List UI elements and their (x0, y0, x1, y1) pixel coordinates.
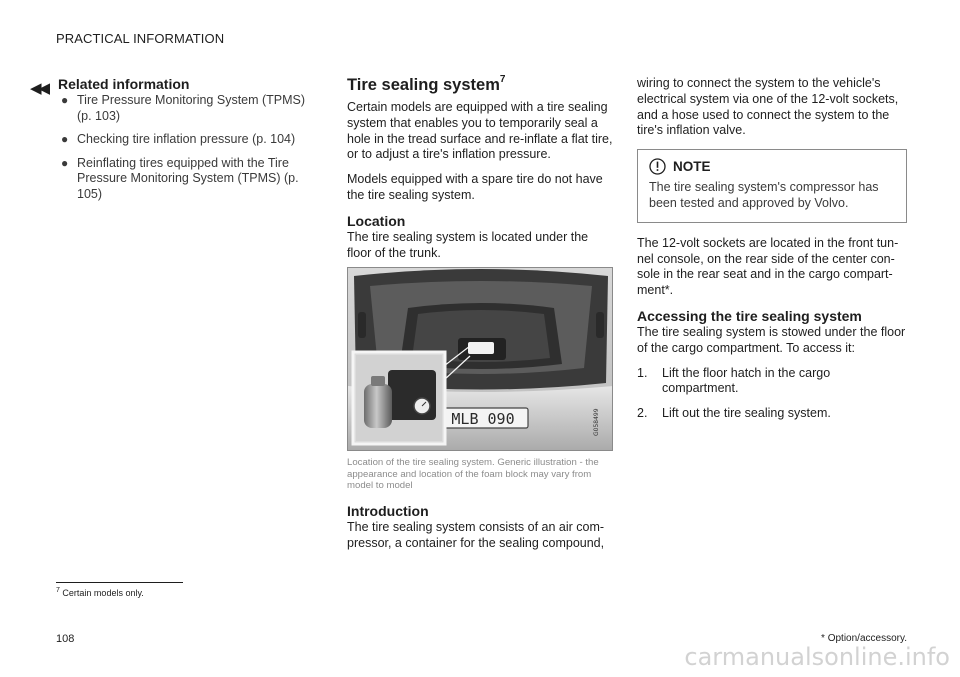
figure-id: G058499 (593, 408, 600, 437)
step-item: 1. Lift the floor hatch in the cargo compartment. (637, 365, 831, 396)
section-title: Tire sealing system$^7$ (347, 74, 506, 94)
intro-paragraph: Certain models are equipped with a tire sealing system that enables you to temporarily seal a hole in the tread surface and re-inflate a flat tire, or to adjust a tire's inflation pressure. (347, 100, 613, 162)
license-plate-text: MLB 090 (451, 410, 515, 429)
step-item: 2. Lift out the tire sealing system. (637, 406, 831, 421)
footnote: $^7$ Certain models only. (56, 587, 144, 598)
location-text: The tire sealing system is located under the floor of the trunk. (347, 229, 589, 260)
sockets-paragraph: The 12-volt sockets are located in the front tun-nel console, on the rear side of the center con-sole in the rear seat and in the cargo compart-ment*. (637, 235, 899, 298)
page-number: 108 (56, 633, 75, 645)
note-text: The tire sealing system's compressor has been tested and approved by Volvo. (649, 180, 879, 210)
related-heading: Related information (58, 76, 190, 92)
introduction-heading: Introduction (347, 502, 429, 519)
note-label: NOTE (673, 159, 711, 175)
related-information-section (58, 76, 308, 210)
continued-paragraph: wiring to connect the system to the vehicle's electrical system via one of the 12-volt sockets, and a hose used to connect the system to the tire's inflation valve. (637, 76, 899, 138)
introduction-text: The tire sealing system consists of an air com-pressor, a container for the sealing compound, (347, 519, 605, 550)
steps-list (637, 366, 907, 422)
figure-caption: Location of the tire sealing system. Generic illustration - the appearance and location of the foam block may vary from model to model (347, 457, 599, 492)
watermark: carmanualsonline.info (684, 643, 950, 671)
info-icon (649, 158, 666, 175)
running-header: PRACTICAL INFORMATION (56, 31, 225, 46)
related-link[interactable]: ● Tire Pressure Monitoring System (TPMS) (p. 103) (61, 93, 306, 123)
bullet-icon: ● (61, 93, 69, 107)
option-accessory-note: * Option/accessory. (821, 633, 907, 644)
bullet-icon: ● (61, 132, 69, 146)
related-link[interactable]: ● Checking tire inflation pressure (p. 104) (61, 132, 296, 146)
footnote-divider (56, 582, 183, 583)
tire-sealing-section (347, 76, 613, 560)
back-arrows-icon[interactable]: ◀◀ (30, 80, 48, 97)
note-header (649, 158, 895, 175)
accessing-heading: Accessing the tire sealing system (637, 307, 862, 324)
continued-column (637, 76, 907, 431)
note-box (637, 149, 907, 223)
bullet-icon: ● (61, 155, 69, 170)
related-list (58, 93, 308, 202)
related-link[interactable]: ● Reinflating tires equipped with the Tire Pressure Monitoring System (TPMS) (p. 105) (61, 155, 299, 201)
accessing-text: The tire sealing system is stowed under the floor of the cargo compartment. To access it: (637, 324, 906, 355)
trunk-illustration-svg (348, 268, 613, 451)
footnote-ref: 7 (499, 74, 506, 85)
trunk-illustration (347, 267, 613, 451)
location-heading: Location (347, 212, 406, 229)
spare-tire-paragraph: Models equipped with a spare tire do not have the tire sealing system. (347, 172, 603, 202)
